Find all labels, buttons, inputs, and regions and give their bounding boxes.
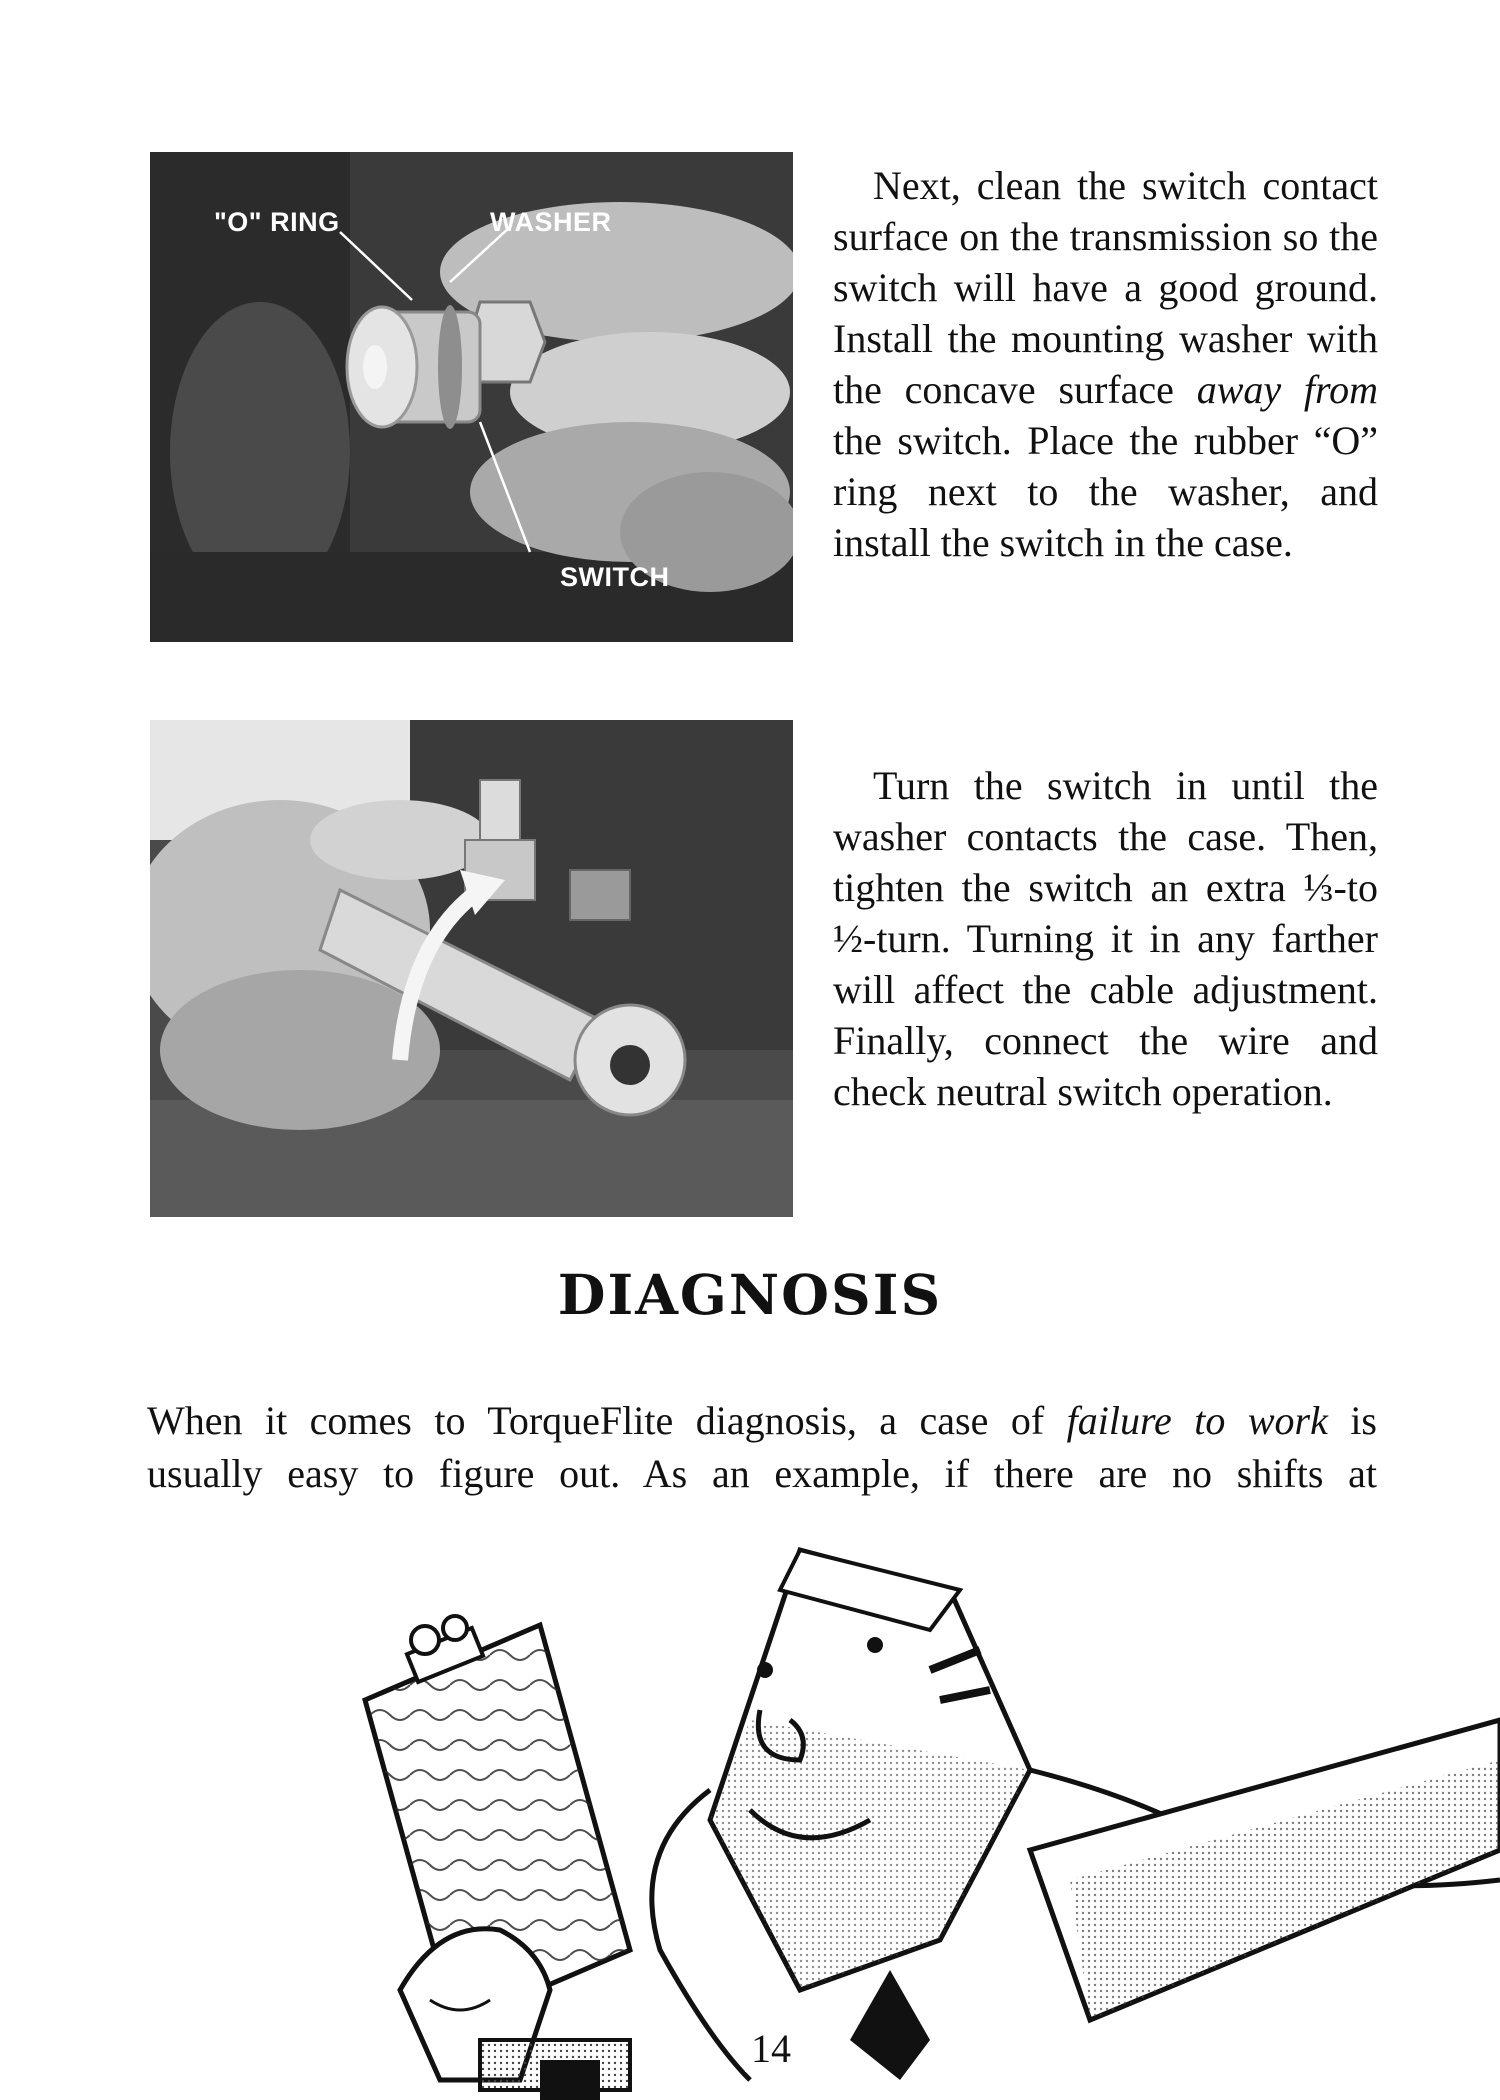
diagnosis-line-1-start: When it comes to TorqueFlite diagnosis, a case of	[147, 1398, 1067, 1443]
switch-callout: SWITCH	[560, 562, 670, 592]
switch-tighten-paragraph: Turn the switch in until the washer contacts the case. Then, tighten the switch an extra ⅓-to ½-turn. Turning it in any farther will affect the cable adjustment. Finally, connect the wire and check neutral switch operation.	[833, 763, 1378, 1114]
diagnosis-intro-paragraph	[147, 1394, 1377, 1500]
diagnosis-line-1-end: is	[1327, 1398, 1377, 1443]
wrench-photo	[150, 720, 793, 1217]
paragraph1-text: Next, clean the switch contact surface on the transmission so the switch will have a good ground. Install the mounting washer with the concave surface	[833, 163, 1378, 412]
wrench-photo-illustration	[150, 720, 793, 1217]
switch-photo	[150, 152, 793, 642]
mechanic-cartoon-illustration	[330, 1520, 1500, 2100]
page-number: 14	[745, 2025, 797, 2072]
diagnosis-line-1	[147, 1394, 1377, 1447]
section-heading: DIAGNOSIS	[557, 1262, 943, 1327]
washer-callout: WASHER	[490, 207, 612, 237]
o-ring-callout: "O" RING	[214, 207, 340, 237]
paragraph1-text-end: the switch. Place the rubber “O” ring next to the washer, and install the switch in the case.	[833, 418, 1378, 565]
switch-install-paragraph	[833, 160, 1378, 568]
paragraph1-emphasis: away from	[1196, 367, 1378, 412]
mechanic-face-icon	[710, 1550, 1030, 2080]
diagnosis-emphasis: failure to work	[1066, 1398, 1328, 1443]
diagnosis-line-2: usually easy to figure out. As an example, if there are no shifts at	[147, 1451, 1377, 1496]
